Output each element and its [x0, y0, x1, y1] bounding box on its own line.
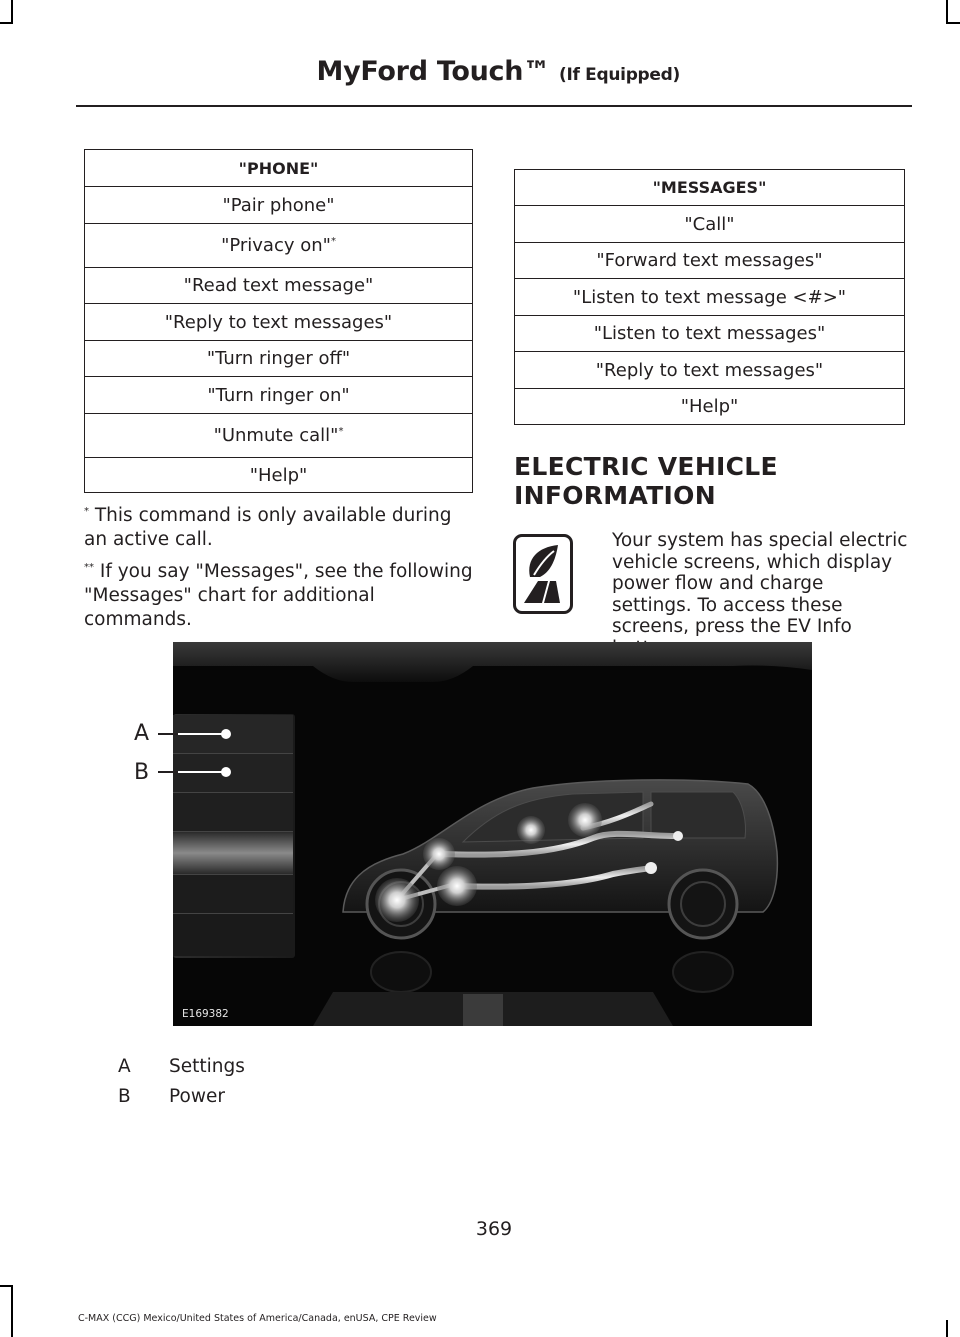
callout-a: A: [134, 721, 150, 746]
crop-mark: [11, 1285, 13, 1337]
callout-leaders: [158, 730, 178, 780]
ev-screen-illustration: [173, 642, 812, 1026]
table-row: "Call": [515, 206, 905, 243]
page-header: [0, 56, 680, 87]
table-heading: "MESSAGES": [515, 170, 905, 206]
crop-mark: [0, 22, 13, 24]
page-footer: C-MAX (CCG) Mexico/United States of America/Canada, enUSA, CPE Review: [78, 1313, 437, 1324]
crop-mark: [0, 1285, 13, 1287]
table-heading: "PHONE": [85, 150, 473, 187]
table-row: "Turn ringer on": [85, 377, 473, 414]
callout-b: B: [134, 760, 150, 785]
table-row: "Forward text messages": [515, 243, 905, 279]
table-row: "Listen to text messages": [515, 316, 905, 352]
header-title: MyFord Touch™: [316, 56, 550, 87]
section-intro: Your system has special electric vehicle screens, which display power flow and charge settings. To access these screens, press the EV Info: [612, 530, 908, 637]
ev-info-icon: [513, 534, 573, 614]
table-row: "Unmute call"*: [85, 414, 473, 458]
crop-mark: [11, 0, 13, 24]
crop-mark: [946, 1320, 948, 1337]
messages-commands-table: [514, 169, 905, 425]
table-row: "Listen to text message <#>": [515, 279, 905, 316]
table-row: "Pair phone": [85, 187, 473, 224]
table-row: "Help": [515, 389, 905, 425]
header-subtitle: (If Equipped): [558, 65, 680, 85]
crop-mark: [946, 22, 960, 24]
table-row: "Reply to text messages": [515, 352, 905, 389]
table-row: "Reply to text messages": [85, 304, 473, 341]
legend-item: A Settings: [118, 1056, 245, 1077]
table-row: "Turn ringer off": [85, 341, 473, 377]
table-row: "Read text message": [85, 268, 473, 304]
phone-commands-table: [84, 149, 473, 493]
table-row: "Privacy on"*: [85, 224, 473, 268]
table-row: "Help": [85, 458, 473, 493]
page-number: 369: [475, 1218, 513, 1240]
section-heading: ELECTRIC VEHICLE INFORMATION: [514, 452, 778, 510]
legend-item: B Power: [118, 1086, 225, 1107]
footnote-active-call: * This command is only available during an active call.: [84, 505, 452, 551]
image-id: E169382: [182, 1008, 229, 1020]
crop-mark: [946, 0, 948, 24]
header-divider: [76, 105, 912, 107]
footnote-messages: ** If you say "Messages", see the following "Messages" chart for additional commands.: [84, 561, 473, 631]
